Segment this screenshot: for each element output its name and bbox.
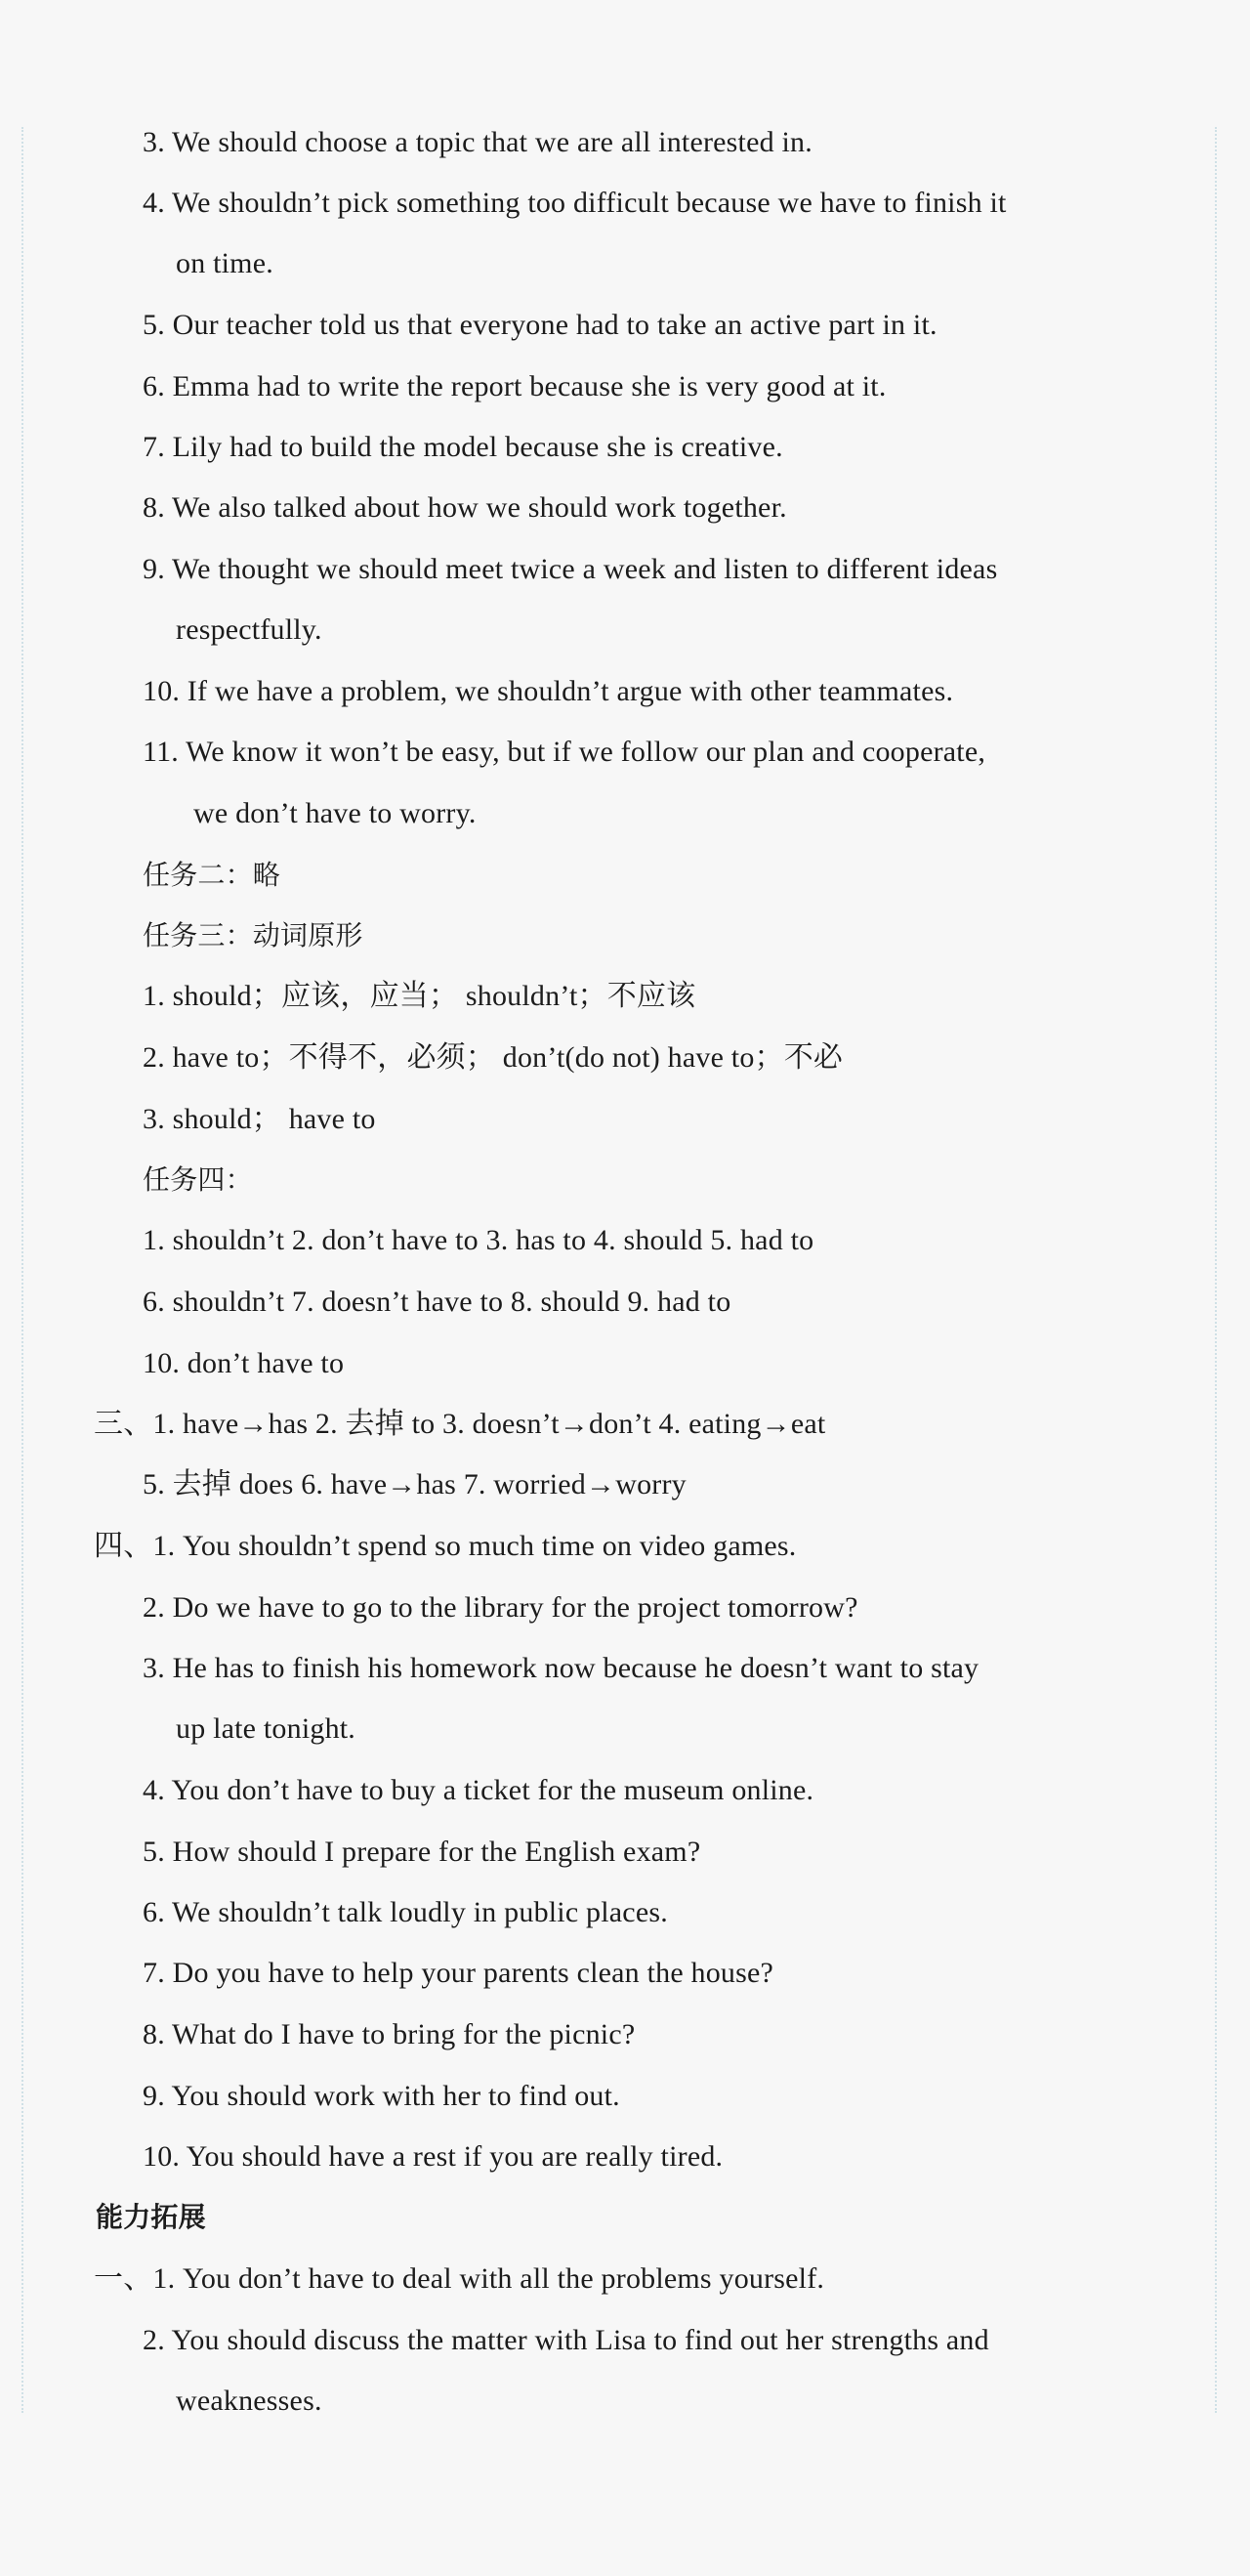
answer-line: 5. Our teacher told us that everyone had to take an active part in it. bbox=[143, 309, 938, 341]
task-heading: 任务四： bbox=[143, 1163, 253, 1196]
answer-line: 1. shouldn’t 2. don’t have to 3. has to 4. should 5. had to bbox=[143, 1224, 814, 1256]
answer-line: 1. should；应该，应当； shouldn’t；不应该 bbox=[143, 980, 696, 1012]
task-heading: 任务三：动词原形 bbox=[143, 919, 363, 951]
answer-line: 4. You don’t have to buy a ticket for the museum online. bbox=[143, 1774, 814, 1806]
section-line: 一、1. You don’t have to deal with all the problems yourself. bbox=[94, 2262, 825, 2295]
answer-line: 10. If we have a problem, we shouldn’t argue with other teammates. bbox=[143, 675, 954, 707]
answer-line: 6. Emma had to write the report because she is very good at it. bbox=[143, 370, 887, 402]
answer-line: 8. What do I have to bring for the picnic? bbox=[143, 2018, 636, 2050]
answer-line-continued: weaknesses. bbox=[176, 2385, 322, 2417]
answer-line: 5. 去掉 does 6. have→has 7. worried→worry bbox=[143, 1468, 687, 1500]
answer-line: 4. We shouldn’t pick something too difficult because we have to finish it bbox=[143, 187, 1007, 219]
answer-line-continued: respectfully. bbox=[176, 613, 322, 646]
answer-line: 10. don’t have to bbox=[143, 1347, 345, 1379]
section-line: 三、1. have→has 2. 去掉 to 3. doesn’t→don’t 4. eating→eat bbox=[94, 1408, 826, 1440]
answer-line-continued: on time. bbox=[176, 247, 273, 279]
answer-line-continued: up late tonight. bbox=[176, 1712, 356, 1745]
right-margin-guide bbox=[1215, 127, 1217, 2413]
answer-line: 7. Do you have to help your parents clean the house? bbox=[143, 1957, 774, 1989]
answer-line: 2. You should discuss the matter with Lisa to find out her strengths and bbox=[143, 2324, 989, 2356]
section-line: 四、1. You shouldn’t spend so much time on video games. bbox=[94, 1530, 797, 1562]
answer-line: 2. have to；不得不，必须； don’t(do not) have to；不必 bbox=[143, 1041, 844, 1074]
answer-line: 6. We shouldn’t talk loudly in public places. bbox=[143, 1896, 668, 1928]
answer-line: 8. We also talked about how we should work together. bbox=[143, 491, 787, 524]
answer-line: 3. We should choose a topic that we are all interested in. bbox=[143, 126, 812, 158]
answer-line-continued: we don’t have to worry. bbox=[193, 797, 477, 829]
answer-line: 2. Do we have to go to the library for the project tomorrow? bbox=[143, 1591, 858, 1624]
answer-line: 6. shouldn’t 7. doesn’t have to 8. should 9. had to bbox=[143, 1286, 731, 1318]
answer-line: 9. You should work with her to find out. bbox=[143, 2080, 620, 2112]
answer-line: 3. should； have to bbox=[143, 1103, 376, 1135]
answer-line: 9. We thought we should meet twice a week and listen to different ideas bbox=[143, 553, 998, 585]
answer-line: 7. Lily had to build the model because she is creative. bbox=[143, 431, 783, 463]
answer-line: 10. You should have a rest if you are really tired. bbox=[143, 2140, 724, 2173]
answer-line: 11. We know it won’t be easy, but if we follow our plan and cooperate, bbox=[143, 736, 986, 768]
section-heading: 能力拓展 bbox=[96, 2201, 206, 2233]
task-heading: 任务二：略 bbox=[143, 859, 281, 891]
answer-line: 5. How should I prepare for the English exam? bbox=[143, 1836, 701, 1868]
left-margin-guide bbox=[21, 127, 23, 2413]
answer-line: 3. He has to finish his homework now because he doesn’t want to stay bbox=[143, 1652, 979, 1684]
